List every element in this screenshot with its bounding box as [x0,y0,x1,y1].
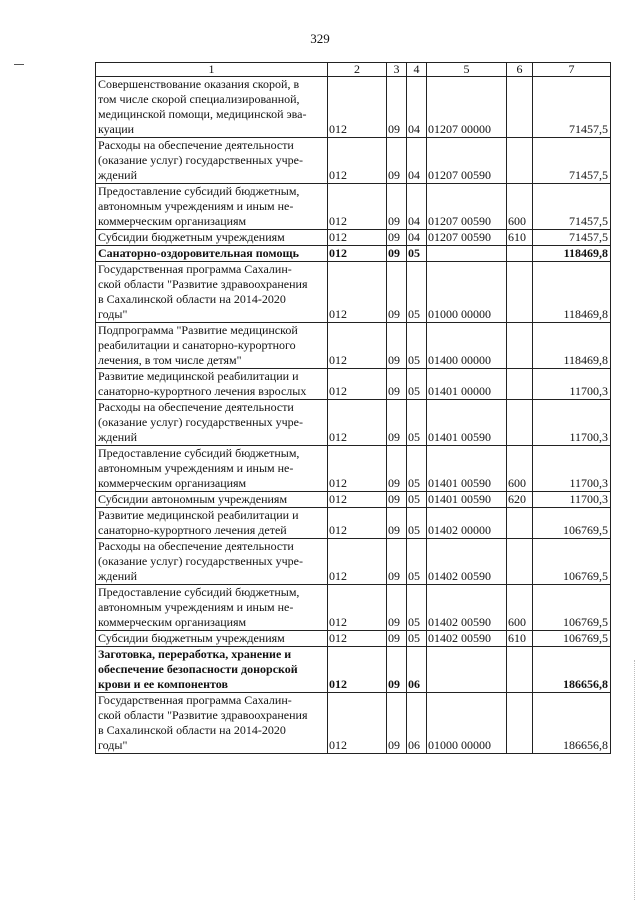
section-cell: 09 [387,647,407,693]
section-cell: 09 [387,246,407,262]
subsection-cell: 06 [407,693,427,754]
section-cell: 09 [387,631,407,647]
ministry-code-cell: 012 [328,138,387,184]
table-row [96,246,611,262]
table-row [96,647,611,693]
row-name-cell: Совершенствование оказания скорой, в том числе скорой специализированной, медицинской помощи, медицинской эва- куации [96,77,328,138]
expense-type-cell [507,647,533,693]
ministry-code-cell: 012 [328,693,387,754]
subsection-cell: 05 [407,508,427,539]
header-col-7: 7 [533,63,611,77]
section-cell: 09 [387,323,407,369]
row-name-cell: Предоставление субсидий бюджетным, автономным учреждениям и иным не- коммерческим организациям [96,184,328,230]
header-row [96,63,611,77]
subsection-cell: 04 [407,77,427,138]
target-article-cell: 01207 00590 [427,230,507,246]
expense-type-cell [507,508,533,539]
subsection-cell: 05 [407,369,427,400]
table-row [96,369,611,400]
ministry-code-cell: 012 [328,492,387,508]
expense-type-cell [507,539,533,585]
expense-type-cell: 620 [507,492,533,508]
target-article-cell: 01401 00000 [427,369,507,400]
target-article-cell: 01207 00590 [427,184,507,230]
amount-cell: 186656,8 [533,647,611,693]
expense-type-cell [507,138,533,184]
section-cell: 09 [387,585,407,631]
target-article-cell: 01400 00000 [427,323,507,369]
table-row [96,138,611,184]
section-cell: 09 [387,508,407,539]
table-row [96,631,611,647]
budget-table [95,62,611,754]
row-name-cell: Субсидии бюджетным учреждениям [96,230,328,246]
amount-cell: 106769,5 [533,631,611,647]
row-name-cell: Расходы на обеспечение деятельности (оказание услуг) государственных учре- ждений [96,138,328,184]
amount-cell: 106769,5 [533,585,611,631]
row-name-cell: Заготовка, переработка, хранение и обеспечение безопасности донорской крови и ее компонентов [96,647,328,693]
target-article-cell [427,647,507,693]
amount-cell: 186656,8 [533,693,611,754]
target-article-cell: 01401 00590 [427,400,507,446]
expense-type-cell: 610 [507,230,533,246]
section-cell: 09 [387,262,407,323]
section-cell: 09 [387,400,407,446]
header-col-5: 5 [427,63,507,77]
table-row [96,184,611,230]
target-article-cell: 01401 00590 [427,446,507,492]
target-article-cell: 01207 00590 [427,138,507,184]
expense-type-cell: 600 [507,184,533,230]
ministry-code-cell: 012 [328,230,387,246]
amount-cell: 71457,5 [533,77,611,138]
subsection-cell: 05 [407,323,427,369]
section-cell: 09 [387,446,407,492]
row-name-cell: Расходы на обеспечение деятельности (оказание услуг) государственных учре- ждений [96,400,328,446]
amount-cell: 118469,8 [533,262,611,323]
amount-cell: 71457,5 [533,230,611,246]
table-row [96,323,611,369]
row-name-cell: Расходы на обеспечение деятельности (оказание услуг) государственных учре- ждений [96,539,328,585]
row-name-cell: Государственная программа Сахалин- ской области "Развитие здравоохранения в Сахалинской области на 2014-2020 годы" [96,693,328,754]
subsection-cell: 06 [407,647,427,693]
row-name-cell: Государственная программа Сахалин- ской области "Развитие здравоохранения в Сахалинской области на 2014-2020 годы" [96,262,328,323]
subsection-cell: 04 [407,184,427,230]
target-article-cell [427,246,507,262]
expense-type-cell [507,400,533,446]
header-col-2: 2 [328,63,387,77]
subsection-cell: 05 [407,446,427,492]
expense-type-cell: 610 [507,631,533,647]
target-article-cell: 01402 00590 [427,539,507,585]
margin-mark [14,64,24,65]
subsection-cell: 05 [407,585,427,631]
ministry-code-cell: 012 [328,323,387,369]
subsection-cell: 04 [407,230,427,246]
ministry-code-cell: 012 [328,77,387,138]
ministry-code-cell: 012 [328,631,387,647]
subsection-cell: 05 [407,246,427,262]
row-name-cell: Предоставление субсидий бюджетным, автономным учреждениям и иным не- коммерческим организациям [96,446,328,492]
header-col-6: 6 [507,63,533,77]
table-row [96,446,611,492]
section-cell: 09 [387,492,407,508]
table-row [96,585,611,631]
section-cell: 09 [387,77,407,138]
table-row [96,230,611,246]
header-col-1: 1 [96,63,328,77]
ministry-code-cell: 012 [328,400,387,446]
subsection-cell: 05 [407,262,427,323]
section-cell: 09 [387,539,407,585]
section-cell: 09 [387,693,407,754]
amount-cell: 11700,3 [533,400,611,446]
subsection-cell: 05 [407,631,427,647]
ministry-code-cell: 012 [328,585,387,631]
section-cell: 09 [387,184,407,230]
section-cell: 09 [387,230,407,246]
scan-edge-line [634,660,635,900]
expense-type-cell [507,369,533,400]
page-number: 329 [310,31,330,46]
target-article-cell: 01402 00590 [427,585,507,631]
ministry-code-cell: 012 [328,262,387,323]
header-col-3: 3 [387,63,407,77]
row-name-cell: Субсидии автономным учреждениям [96,492,328,508]
subsection-cell: 04 [407,138,427,184]
row-name-cell: Развитие медицинской реабилитации и санаторно-курортного лечения взрослых [96,369,328,400]
table-row [96,77,611,138]
target-article-cell: 01000 00000 [427,262,507,323]
row-name-cell: Развитие медицинской реабилитации и санаторно-курортного лечения детей [96,508,328,539]
ministry-code-cell: 012 [328,508,387,539]
subsection-cell: 05 [407,492,427,508]
ministry-code-cell: 012 [328,184,387,230]
section-cell: 09 [387,369,407,400]
expense-type-cell [507,246,533,262]
target-article-cell: 01402 00590 [427,631,507,647]
amount-cell: 118469,8 [533,246,611,262]
amount-cell: 106769,5 [533,539,611,585]
target-article-cell: 01207 00000 [427,77,507,138]
subsection-cell: 05 [407,400,427,446]
amount-cell: 11700,3 [533,369,611,400]
expense-type-cell [507,262,533,323]
ministry-code-cell: 012 [328,246,387,262]
amount-cell: 71457,5 [533,184,611,230]
table-row [96,693,611,754]
section-cell: 09 [387,138,407,184]
target-article-cell: 01402 00000 [427,508,507,539]
table-row [96,508,611,539]
table-body [96,77,611,754]
row-name-cell: Подпрограмма "Развитие медицинской реабилитации и санаторно-курортного лечения, в том числе детям" [96,323,328,369]
row-name-cell: Предоставление субсидий бюджетным, автономным учреждениям и иным не- коммерческим организациям [96,585,328,631]
subsection-cell: 05 [407,539,427,585]
header-col-4: 4 [407,63,427,77]
target-article-cell: 01401 00590 [427,492,507,508]
target-article-cell: 01000 00000 [427,693,507,754]
expense-type-cell [507,693,533,754]
expense-type-cell [507,77,533,138]
table-header [96,63,611,77]
table-row [96,492,611,508]
amount-cell: 118469,8 [533,323,611,369]
row-name-cell: Субсидии бюджетным учреждениям [96,631,328,647]
ministry-code-cell: 012 [328,446,387,492]
amount-cell: 71457,5 [533,138,611,184]
expense-type-cell: 600 [507,585,533,631]
table-row [96,262,611,323]
amount-cell: 11700,3 [533,492,611,508]
table-row [96,400,611,446]
expense-type-cell [507,323,533,369]
amount-cell: 11700,3 [533,446,611,492]
expense-type-cell: 600 [507,446,533,492]
table-row [96,539,611,585]
amount-cell: 106769,5 [533,508,611,539]
row-name-cell: Санаторно-оздоровительная помощь [96,246,328,262]
ministry-code-cell: 012 [328,647,387,693]
ministry-code-cell: 012 [328,539,387,585]
ministry-code-cell: 012 [328,369,387,400]
